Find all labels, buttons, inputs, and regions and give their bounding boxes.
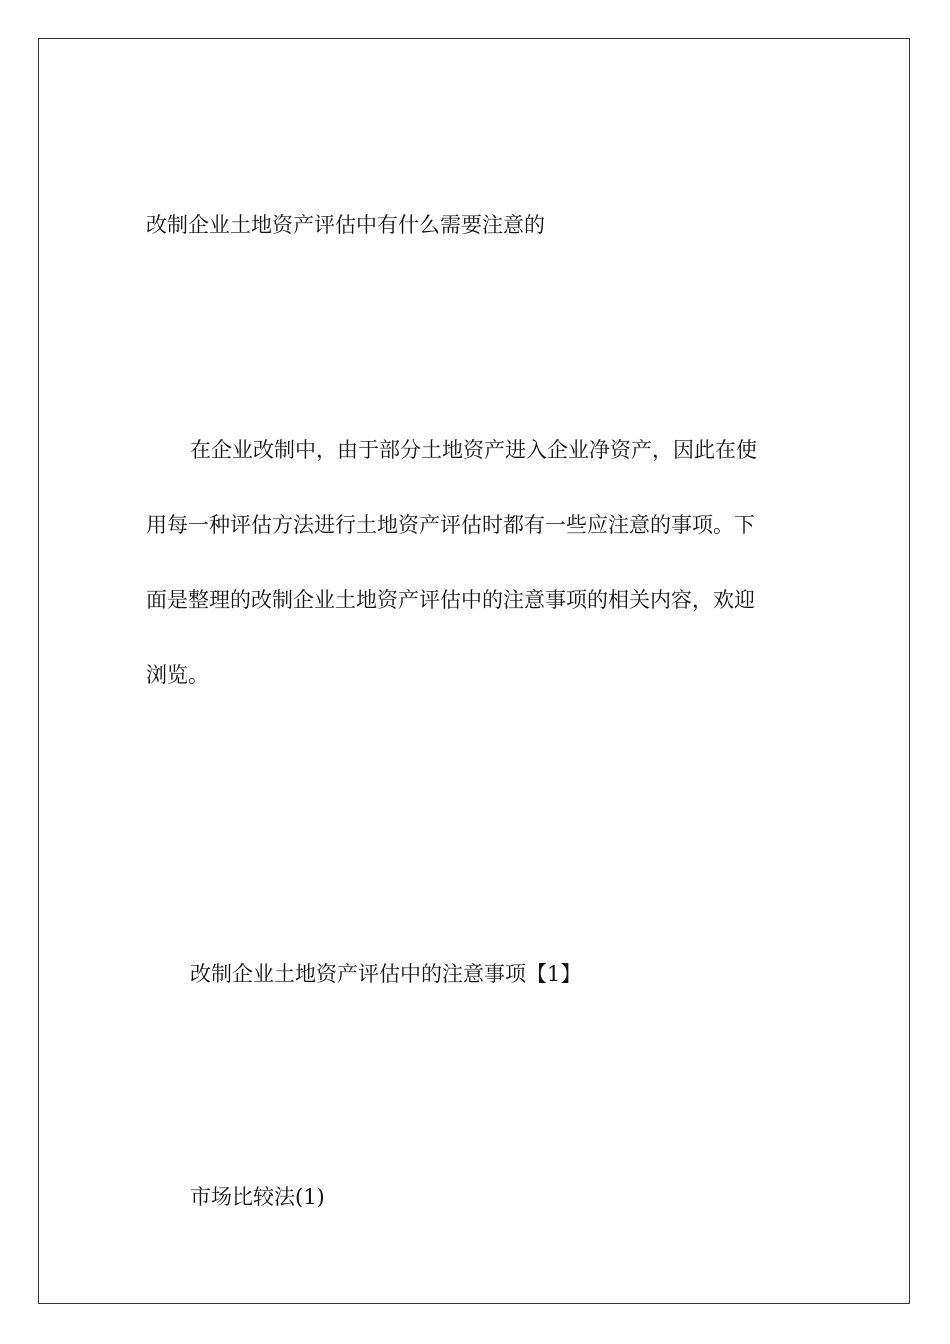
subsection-heading: 市场比较法(1) bbox=[190, 1185, 325, 1209]
intro-paragraph-line-4: 浏览。 bbox=[146, 663, 209, 687]
intro-paragraph-line-3: 面是整理的改制企业土地资产评估中的注意事项的相关内容，欢迎 bbox=[146, 588, 755, 612]
section-heading: 改制企业土地资产评估中的注意事项【1】 bbox=[190, 962, 582, 986]
intro-paragraph-line-2: 用每一种评估方法进行土地资产评估时都有一些应注意的事项。下 bbox=[146, 513, 755, 537]
document-title: 改制企业土地资产评估中有什么需要注意的 bbox=[146, 213, 545, 237]
intro-paragraph-line-1: 在企业改制中，由于部分土地资产进入企业净资产，因此在使 bbox=[190, 438, 757, 462]
